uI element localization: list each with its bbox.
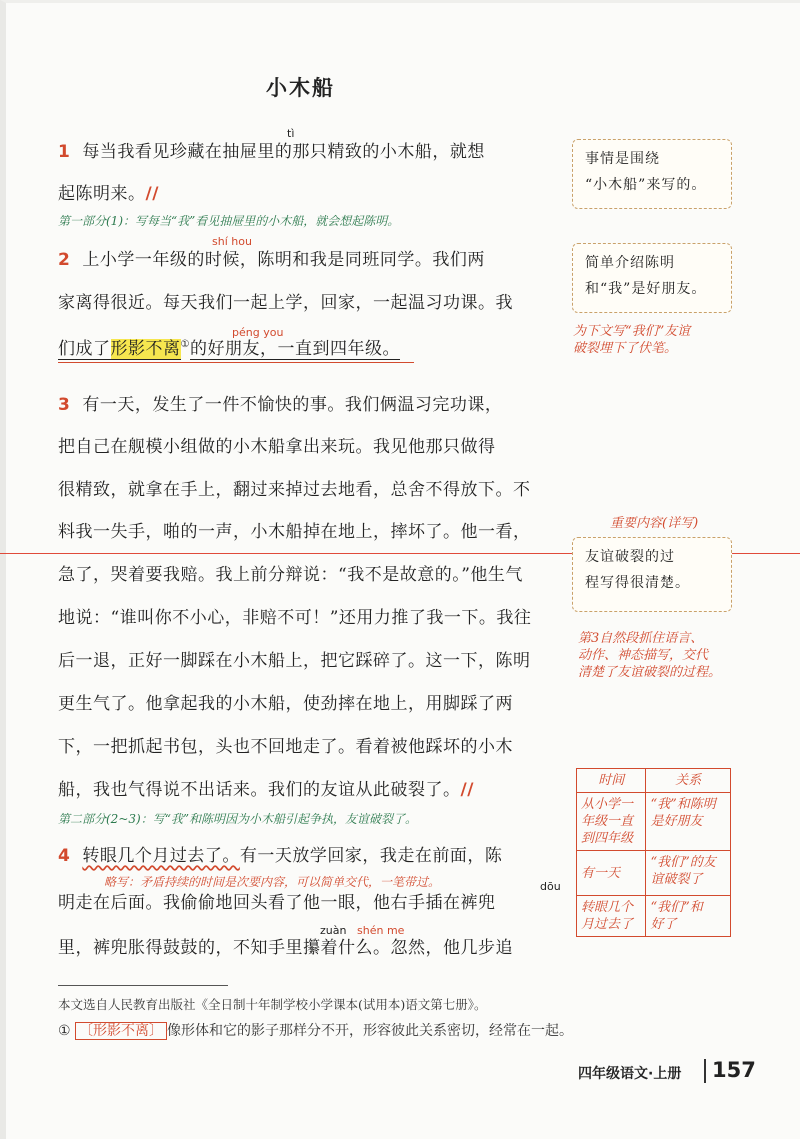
- pinyin-ti: tì: [287, 127, 295, 140]
- source-note: 本文选自人民教育出版社《全日制十年制学校小学课本(试用本)语文第七册》。: [58, 997, 487, 1012]
- text-line: [58, 482, 531, 499]
- footnote-marker: ①: [180, 339, 190, 350]
- line-text: 更生气了。他拿起我的小木船，使劲摔在地上，用脚踩了两: [58, 694, 513, 714]
- footnote-number: ①: [58, 1023, 71, 1039]
- paragraph-number: 1: [58, 142, 71, 162]
- line-text: 起陈明来。: [58, 184, 146, 204]
- section-break-mark: //: [145, 184, 159, 204]
- side-red-note: 第3自然段抓住语言、 动作、神态描写，交代 清楚了友谊破裂的过程。: [578, 631, 722, 680]
- footnote-term: 〔形影不离〕: [75, 1022, 167, 1040]
- line-text: 每当我看见珍藏在抽屉里的那只精致的小木船，就想: [82, 142, 485, 162]
- red-underline: [58, 362, 414, 363]
- text-line: [58, 848, 502, 865]
- text-line: [58, 252, 485, 269]
- table-header: 时间: [577, 769, 646, 793]
- table-cell: 有一天: [577, 851, 646, 896]
- paragraph-number: 4: [58, 846, 71, 866]
- line-text: 明走在后面。我偷偷地回头看了他一眼，他右手插在裤兜: [58, 893, 496, 913]
- pinyin-pengyou: péng you: [232, 326, 284, 339]
- table-header: 关系: [646, 769, 731, 793]
- text-line: [58, 782, 474, 799]
- line-text: 的好朋友，一直到四年级。: [189, 338, 400, 359]
- paragraph-number: 2: [58, 250, 71, 270]
- line-text: 里，裤兜胀得鼓鼓的，不知手里攥着什么。忽然，他几步追: [58, 938, 513, 958]
- section-note: 第一部分(1)：写每当“我”看见抽屉里的小木船，就会想起陈明。: [58, 214, 400, 228]
- footnote-text: 像形体和它的影子那样分不开，形容彼此关系密切，经常在一起。: [167, 1023, 574, 1039]
- text-line: [58, 439, 496, 456]
- table-row: [577, 793, 731, 851]
- side-note-box: 友谊破裂的过 程写得很清楚。: [572, 537, 732, 612]
- text-line: [58, 940, 513, 957]
- text-line: [58, 524, 531, 541]
- line-text: 有一天放学回家，我走在前面，陈: [239, 846, 503, 866]
- highlighted-term: 形影不离: [110, 338, 181, 359]
- text-line: [58, 397, 502, 414]
- paragraph-number: 3: [58, 395, 71, 415]
- text-line: [58, 696, 513, 713]
- text-line: [58, 144, 485, 161]
- line-text: 家离得很近。每天我们一起上学，回家，一起温习功课。我: [58, 293, 513, 313]
- pinyin-zuan: zuàn: [320, 924, 347, 937]
- text-line: [58, 186, 159, 203]
- text-line: [58, 610, 531, 627]
- footnote: [58, 1020, 573, 1040]
- book-label: 四年级语文·上册: [578, 1066, 682, 1082]
- line-text: 有一天，发生了一件不愉快的事。我们俩温习完功课，: [82, 395, 503, 415]
- table-row: [577, 851, 731, 896]
- line-text: 们成了: [58, 338, 111, 359]
- text-line: [58, 653, 531, 670]
- line-text: 后一退，正好一脚踩在小木船上，把它踩碎了。这一下，陈明: [58, 651, 531, 671]
- text-line: [58, 340, 400, 358]
- line-text: 下，一把抓起书包，头也不回地走了。看着被他踩坏的小木: [58, 737, 513, 757]
- line-text: 上小学一年级的时候，陈明和我是同班同学。我们两: [82, 250, 485, 270]
- page-number: 157: [712, 1058, 756, 1082]
- pinyin-shenme: shén me: [357, 924, 405, 937]
- side-note-box: 简单介绍陈明 和“我”是好朋友。: [572, 243, 732, 313]
- footnote-rule: [58, 985, 228, 986]
- table-cell: “我们”和 好了: [646, 896, 731, 937]
- table-cell: “我”和陈明 是好朋友: [646, 793, 731, 851]
- pinyin-dou: dōu: [540, 880, 561, 893]
- side-note-box: 事情是围绕 “小木船”来写的。: [572, 139, 732, 209]
- line-text: 地说：“谁叫你不小心，非赔不可！”还用力推了我一下。我往: [58, 608, 532, 628]
- text-line: [58, 895, 496, 912]
- text-line: [58, 567, 523, 584]
- line-text: 急了，哭着要我赔。我上前分辩说：“我不是故意的。”他生气: [58, 565, 523, 585]
- section-break-mark: //: [460, 780, 474, 800]
- wavy-underlined-text: 转眼几个月过去了。: [82, 846, 240, 866]
- line-text: 把自己在舰模小组做的小木船拿出来玩。我见他那只做得: [58, 437, 496, 457]
- page-title: 小木船: [266, 75, 335, 100]
- time-relation-table: [576, 768, 731, 937]
- brief-note: 略写：矛盾持续的时间是次要内容，可以简单交代，一笔带过。: [104, 875, 441, 889]
- table-cell: “我们”的友 谊破裂了: [646, 851, 731, 896]
- table-cell: 从小学一 年级一直 到四年级: [577, 793, 646, 851]
- line-text: 船，我也气得说不出话来。我们的友谊从此破裂了。: [58, 780, 461, 800]
- text-line: [58, 295, 513, 312]
- table-row: [577, 896, 731, 937]
- table-cell: 转眼几个 月过去了: [577, 896, 646, 937]
- line-text: 料我一失手，啪的一声，小木船掉在地上，摔坏了。他一看，: [58, 522, 531, 542]
- page-separator: [704, 1059, 706, 1083]
- section-note: 第二部分(2~3)：写“我”和陈明因为小木船引起争执，友谊破裂了。: [58, 812, 417, 826]
- text-line: [58, 739, 513, 756]
- line-text: 很精致，就拿在手上，翻过来掉过去地看，总舍不得放下。不: [58, 480, 531, 500]
- side-red-note: 为下文写“我们”友谊 破裂埋下了伏笔。: [573, 324, 691, 356]
- pinyin-shihou: shí hou: [212, 235, 252, 248]
- side-red-note: 重要内容(详写): [610, 516, 699, 531]
